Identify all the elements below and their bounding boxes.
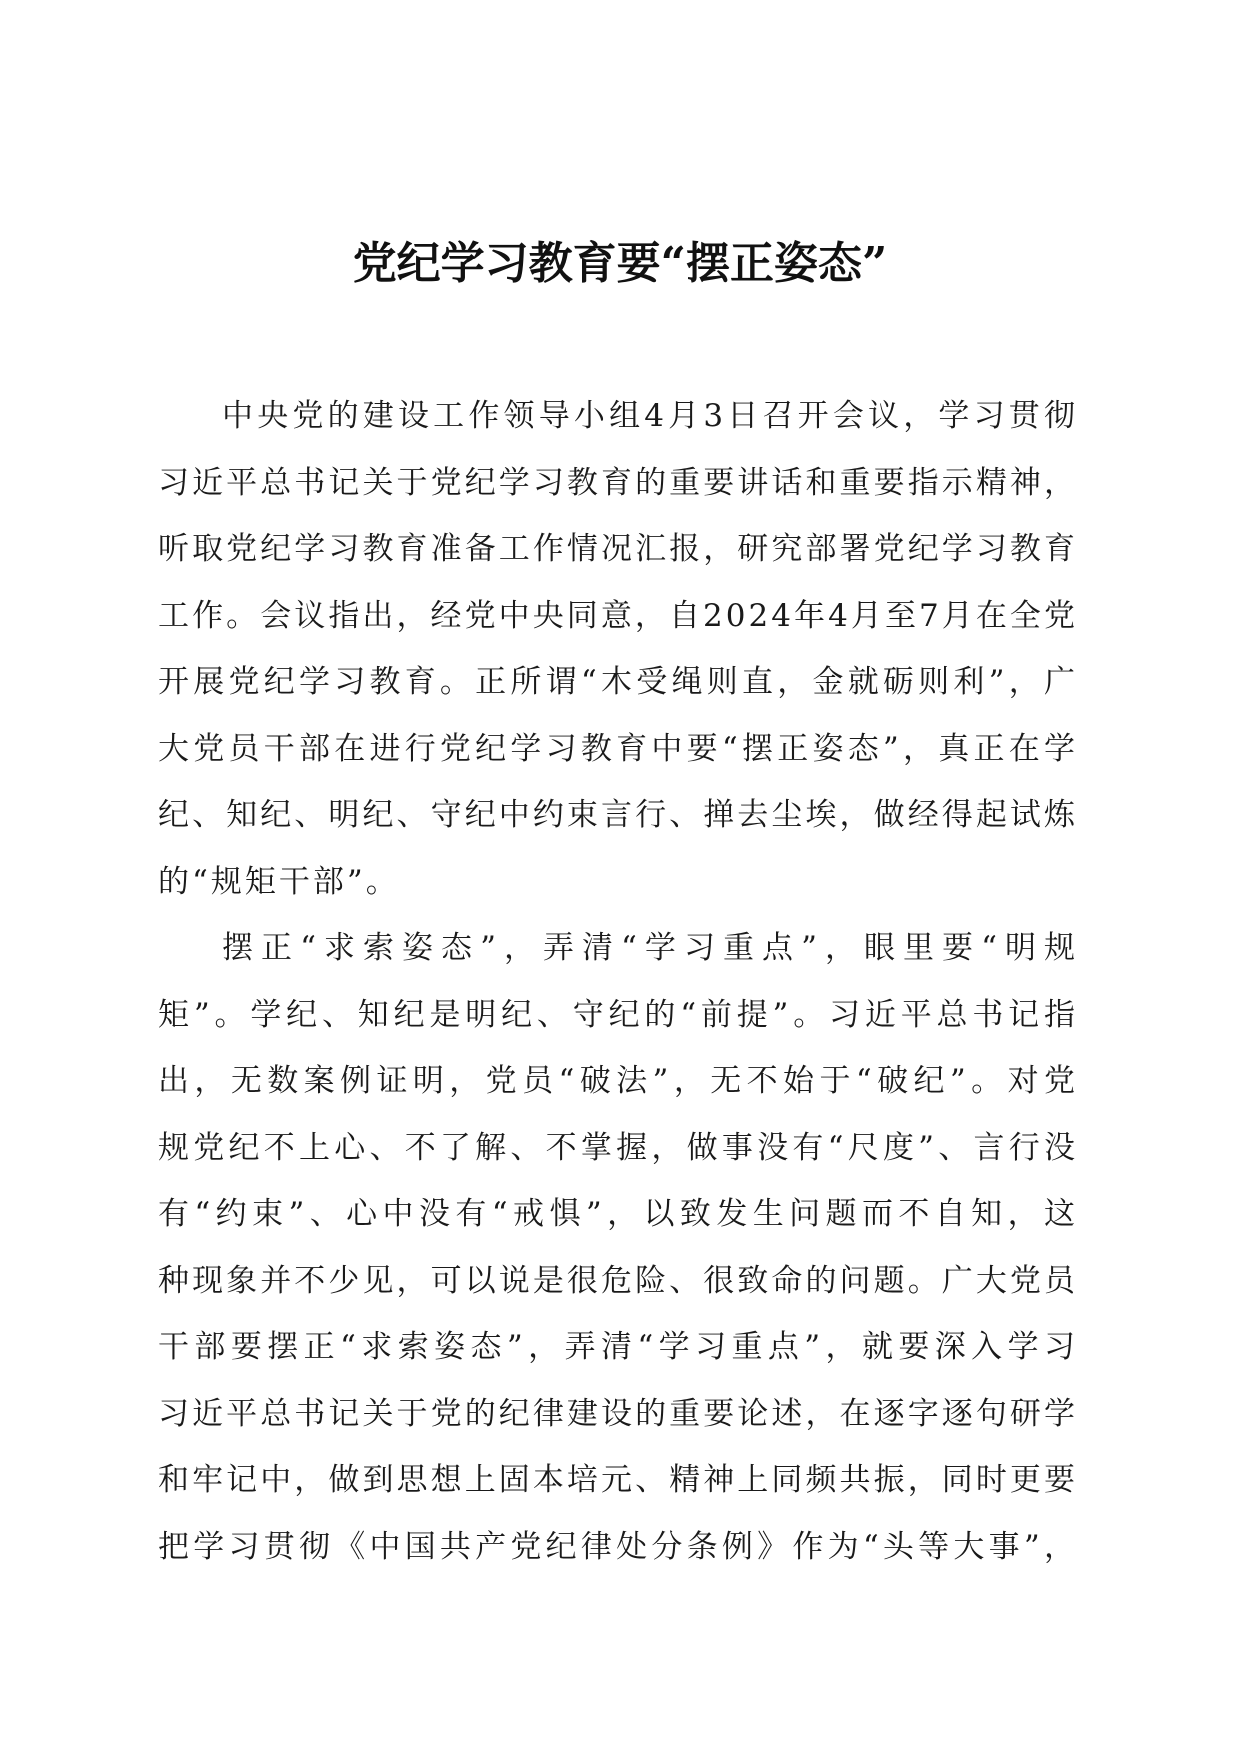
text-line: 的“规矩干部”。 [158,863,400,900]
text-line: 大党员干部在进行党纪学习教育中要“摆正姿态”，真正在学 [158,730,1078,767]
text-line: 听取党纪学习教育准备工作情况汇报，研究部署党纪学习教育 [158,531,1078,567]
text-line: 种现象并不少见，可以说是很危险、很致命的问题。广大党员 [158,1262,1078,1299]
text-line: 干部要摆正“求索姿态”，弄清“学习重点”，就要深入学习 [158,1329,1078,1365]
text-line: 摆正“求索姿态”，弄清“学习重点”，眼里要“明规 [222,930,1078,966]
text-line: 和牢记中，做到思想上固本培元、精神上同频共振，同时更要 [158,1462,1078,1498]
text-line: 有“约束”、心中没有“戒惧”，以致发生问题而不自知，这 [158,1196,1078,1232]
text-line: 开展党纪学习教育。正所谓“木受绳则直，金就砺则利”，广 [158,664,1078,700]
document-body [158,383,1078,1580]
text-line: 矩”。学纪、知纪是明纪、守纪的“前提”。习近平总书记指 [158,996,1078,1033]
text-line: 出，无数案例证明，党员“破法”，无不始于“破纪”。对党 [158,1063,1078,1099]
paragraph-2 [158,915,1078,1580]
text-line: 把学习贯彻《中国共产党纪律处分条例》作为“头等大事”， [158,1528,1078,1565]
text-line: 规党纪不上心、不了解、不掌握，做事没有“尺度”、言行没 [158,1129,1078,1166]
paragraph-1 [158,383,1078,915]
document-title: 党纪学习教育要“摆正姿态” [352,238,888,289]
text-line: 工作。会议指出，经党中央同意，自2024年4月至7月在全党 [158,597,1078,634]
text-line: 中央党的建设工作领导小组4月3日召开会议，学习贯彻 [222,398,1078,434]
text-line: 习近平总书记关于党纪学习教育的重要讲话和重要指示精神， [158,464,1078,501]
text-line: 纪、知纪、明纪、守纪中约束言行、掸去尘埃，做经得起试炼 [158,797,1078,833]
text-line: 习近平总书记关于党的纪律建设的重要论述，在逐字逐句研学 [158,1395,1078,1432]
